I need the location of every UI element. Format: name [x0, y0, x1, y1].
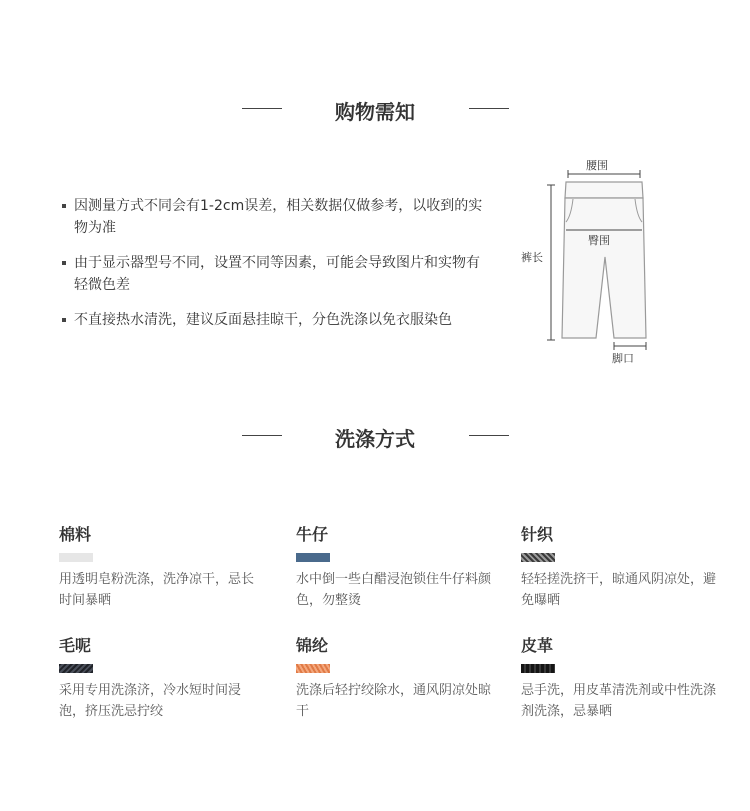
note-item: 因测量方式不同会有1-2cm误差，相关数据仅做参考，以收到的实物为准: [60, 195, 490, 239]
fabric-leather: [521, 636, 721, 722]
washing-title: 洗涤方式: [335, 427, 415, 451]
shopping-notes: [60, 195, 490, 344]
fabric-name: 毛呢: [59, 636, 92, 655]
fabric-desc: 采用专用洗涤济，冷水短时间浸泡，挤压洗忌拧绞: [59, 683, 242, 719]
fabric-nylon: [296, 636, 496, 722]
fabric-knit: [521, 525, 721, 611]
title-line-right: [469, 435, 509, 436]
fabric-name: 牛仔: [296, 525, 329, 544]
waist-label: 腰围: [586, 159, 608, 172]
fabric-desc: 用透明皂粉洗涤，洗净凉干，忌长时间暴晒: [59, 572, 255, 608]
fabric-wool: [59, 636, 259, 722]
hem-label: 脚口: [612, 352, 634, 365]
fabric-swatch: [296, 553, 330, 562]
fabric-desc: 忌手洗，用皮革清洗剂或中性洗涤剂洗涤，忌暴晒: [521, 683, 717, 719]
fabric-desc: 水中倒一些白醋浸泡锁住牛仔料颜色，勿整烫: [296, 572, 492, 608]
fabric-name: 皮革: [521, 636, 554, 655]
fabric-denim: [296, 525, 496, 611]
fabric-desc: 轻轻搓洗挤干，晾通风阴凉处，避免曝晒: [521, 572, 717, 608]
note-item: 由于显示器型号不同，设置不同等因素，可能会导致图片和实物有轻微色差: [60, 252, 490, 296]
pants-measurement-diagram: [515, 152, 655, 372]
fabric-name: 针织: [521, 525, 554, 544]
fabric-swatch: [59, 553, 93, 562]
note-item: 不直接热水清洗，建议反面悬挂晾干，分色洗涤以免衣服染色: [60, 309, 490, 331]
fabric-swatch: [521, 553, 555, 562]
fabric-name: 锦纶: [296, 636, 329, 655]
fabric-swatch: [521, 664, 555, 673]
fabric-swatch: [59, 664, 93, 673]
fabric-desc: 洗涤后轻拧绞除水，通风阴凉处晾干: [296, 683, 492, 719]
hip-label: 臀围: [588, 234, 610, 247]
length-label: 裤长: [521, 251, 543, 264]
title-line-right: [469, 108, 509, 109]
fabric-cotton: [59, 525, 259, 611]
fabric-swatch: [296, 664, 330, 673]
shopping-title: 购物需知: [335, 100, 415, 124]
fabric-name: 棉料: [59, 525, 92, 544]
